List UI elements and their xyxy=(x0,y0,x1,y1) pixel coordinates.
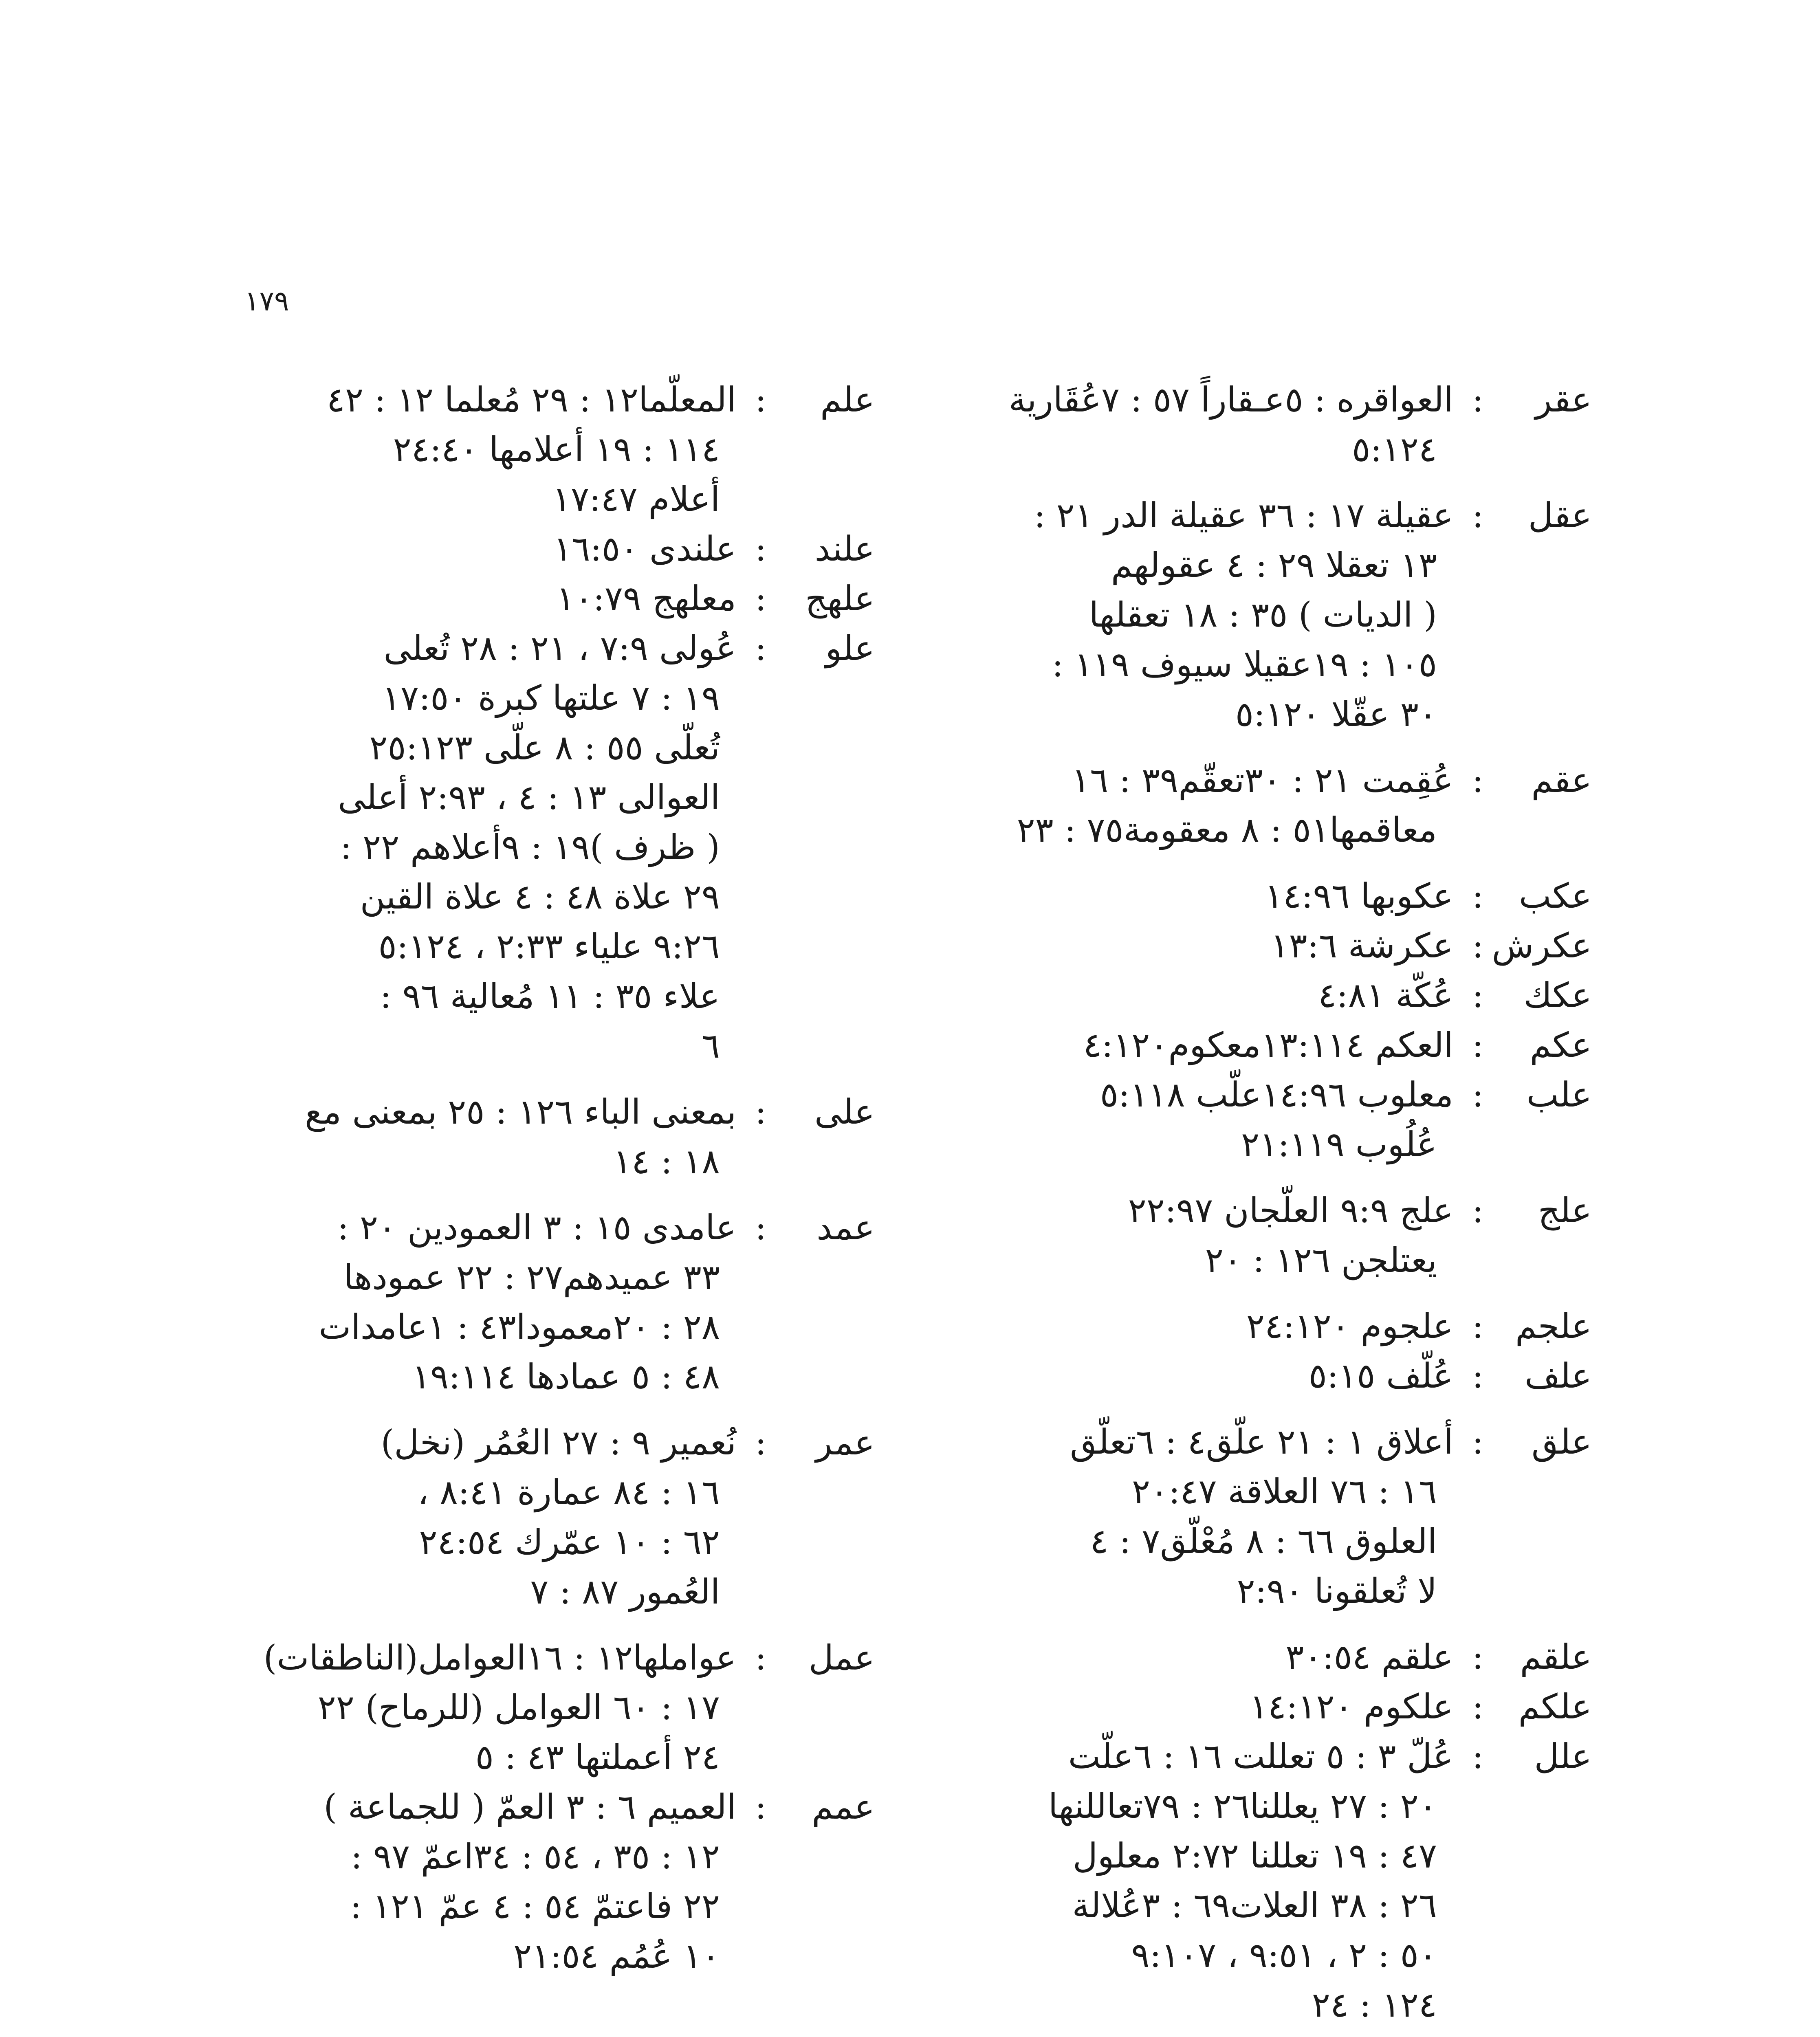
index-entry xyxy=(174,623,875,1071)
reference-line: عُكّة ٤:٨١ xyxy=(1318,975,1453,1015)
reference-line: لا تُعلقونا ٢:٩٠ xyxy=(1237,1571,1437,1611)
index-entry xyxy=(891,1731,1592,2030)
index-entry xyxy=(891,1020,1592,1070)
reference-line: ٢٨ : ٢٠معمودا٤٣ : ١عامدات xyxy=(319,1307,720,1347)
reference-line: عكرشة ١٣:٦ xyxy=(1270,926,1453,966)
entry-separator: : xyxy=(1472,876,1484,916)
entry-separator: : xyxy=(755,380,767,420)
entry-references xyxy=(891,1632,1453,1682)
entry-separator: : xyxy=(1472,926,1484,966)
entry-references xyxy=(891,375,1453,474)
reference-line: أعلاق ١ : ٢١ علّق٤ : ٦تعلّق xyxy=(1070,1422,1453,1462)
reference-line: عُقِمت ٢١ : ٣٠تعقّم٣٩ : ١٦ xyxy=(1071,760,1453,800)
reference-line: ٣٠ عقّلا ٥:١٢٠ xyxy=(1235,694,1437,734)
reference-line: العلوق ٦٦ : ٨ مُعْلّق٧ : ٤ xyxy=(1090,1521,1437,1561)
reference-line: نُعمير ٩ : ٢٧ العُمُر (نخل) xyxy=(381,1423,736,1463)
reference-line: ( الديات ) ٣٥ : ١٨ تعقلها xyxy=(1089,595,1437,635)
reference-line: العواقره : ٥عـقاراً ٥٧ : ٧عُقَارية xyxy=(1008,380,1453,420)
reference-line: علندى ١٦:٥٠ xyxy=(553,529,736,569)
index-entry xyxy=(891,1632,1592,1682)
reference-line: عكوبها ١٤:٩٦ xyxy=(1264,876,1453,916)
reference-line: عُلّ ٣ : ٥ تعللت ١٦ : ٦علّت xyxy=(1068,1736,1453,1776)
entry-references xyxy=(891,755,1453,855)
entry-references xyxy=(174,623,736,1071)
entry-separator: : xyxy=(755,1423,767,1463)
entry-separator: : xyxy=(1472,495,1484,535)
reference-line: ٦ xyxy=(701,1026,720,1066)
entry-root: علهج xyxy=(805,579,875,618)
reference-line: ٦٢ : ١٠ عمّرك ٢٤:٥٤ xyxy=(419,1522,720,1562)
entry-references xyxy=(174,1087,736,1186)
index-entry xyxy=(891,1070,1592,1169)
entry-separator: : xyxy=(755,579,767,618)
entry-references xyxy=(174,524,736,574)
reference-line: ( ظرف )١٩ : ٩أعلاهم ٢٢ : xyxy=(340,827,720,867)
entry-references xyxy=(174,1203,736,1401)
reference-line: ٤٧ : ١٩ تعللنا ٢:٧٢ معلول xyxy=(1072,1836,1437,1876)
entry-references xyxy=(174,1782,736,1981)
entry-references xyxy=(891,871,1453,921)
index-column-right xyxy=(891,375,1592,2030)
entry-root: عمد xyxy=(816,1208,875,1247)
reference-line: عُولى ٧:٩ ، ٢١ : ٢٨ تُعلى xyxy=(383,628,736,668)
reference-line: ٢٦ : ٣٨ العلات٦٩ : ٣عُلالة xyxy=(1072,1885,1437,1925)
reference-line: ١٧ : ٦٠ العوامل (للرماح) ٢٢ xyxy=(317,1687,720,1727)
reference-line: ١٢٤ : ٢٤ xyxy=(1312,1985,1437,2025)
reference-line: ١١٤ : ١٩ أعلامها ٢٤:٤٠ xyxy=(393,429,720,469)
reference-line: ٥٠ : ٢ ، ٩:٥١ ، ٩:١٠٧ xyxy=(1131,1935,1437,1975)
reference-line: تُعلّى ٥٥ : ٨ علّى ٢٥:١٢٣ xyxy=(369,728,720,768)
reference-line: ١٣ تعقلا ٢٩ : ٤ عقولهم xyxy=(1111,545,1437,585)
index-column-left xyxy=(174,375,875,1981)
reference-line: عقيلة ١٧ : ٣٦ عقيلة الدر ٢١ : xyxy=(1034,495,1453,535)
reference-line: العكم ١٣:١١٤معكوم٤:١٢٠ xyxy=(1083,1025,1453,1065)
reference-line: ١٠٥ : ١٩عقيلا سيوف ١١٩ : xyxy=(1052,645,1437,684)
entry-separator: : xyxy=(755,1787,767,1827)
entry-root: عقل xyxy=(1528,495,1592,535)
reference-line: ٤٨ : ٥ عمادها ١٩:١١٤ xyxy=(412,1357,720,1397)
entry-references xyxy=(174,574,736,623)
reference-line: المعلّما١٢ : ٢٩ مُعلما ١٢ : ٤٢ xyxy=(326,380,736,420)
entry-root: علو xyxy=(825,628,875,668)
reference-line: العميم ٦ : ٣ العمّ ( للجماعة ) xyxy=(324,1787,736,1827)
index-entry xyxy=(174,1782,875,1981)
reference-line: يعتلجن ١٢٦ : ٢٠ xyxy=(1205,1240,1437,1280)
reference-line: ١٢ : ٣٥ ، ٥٤ : ٣٤اعمّ ٩٧ : xyxy=(350,1837,720,1876)
index-entry xyxy=(174,524,875,574)
entry-root: علقم xyxy=(1520,1637,1592,1677)
index-entry xyxy=(891,375,1592,474)
entry-root: عمر xyxy=(815,1423,875,1463)
entry-separator: : xyxy=(1472,1075,1484,1115)
index-entry xyxy=(174,375,875,524)
entry-references xyxy=(174,375,736,524)
entry-separator: : xyxy=(1472,1736,1484,1776)
index-entry xyxy=(174,1418,875,1617)
entry-separator: : xyxy=(1472,1687,1484,1727)
reference-line: العُمور ٨٧ : ٧ xyxy=(530,1572,720,1612)
entry-references xyxy=(174,1418,736,1617)
index-entry xyxy=(891,755,1592,855)
entry-root: عمم xyxy=(812,1787,875,1827)
index-entry xyxy=(891,1186,1592,1285)
index-entry xyxy=(891,491,1592,739)
reference-line: علج ٩:٩ العلّجان ٢٢:٩٧ xyxy=(1128,1190,1453,1230)
reference-line: علكوم ١٤:١٢٠ xyxy=(1249,1687,1453,1727)
reference-line: ٢٢ فاعتمّ ٥٤ : ٤ عمّ ١٢١ : xyxy=(350,1886,720,1926)
entry-root: عكب xyxy=(1519,876,1592,916)
index-entry xyxy=(891,921,1592,970)
entry-separator: : xyxy=(1472,1190,1484,1230)
index-entry xyxy=(891,871,1592,921)
entry-references xyxy=(891,1186,1453,1285)
reference-line: ٢٠ : ٢٧ يعللنا٢٦ : ٧٩تعاللنها xyxy=(1048,1786,1437,1826)
entry-references xyxy=(891,1682,1453,1731)
reference-line: ١٩ : ٧ علتها كبرة ١٧:٥٠ xyxy=(382,678,720,718)
entry-separator: : xyxy=(1472,1422,1484,1462)
entry-separator: : xyxy=(1472,760,1484,800)
index-entry xyxy=(891,1682,1592,1731)
reference-line: عُلُوب ٢١:١١٩ xyxy=(1241,1124,1437,1164)
reference-line: ٩:٢٦ علياء ٢:٣٣ ، ٥:١٢٤ xyxy=(378,926,720,966)
reference-line: معاقمها٥١ : ٨ معقومة٧٥ : ٢٣ xyxy=(1017,810,1437,850)
reference-line: ١٦ : ٧٦ العلاقة ٢٠:٤٧ xyxy=(1131,1472,1437,1511)
reference-line: ١٦ : ٨٤ عمارة ٨:٤١ ، xyxy=(418,1472,720,1512)
entry-root: عقم xyxy=(1531,760,1592,800)
entry-root: علل xyxy=(1534,1736,1592,1776)
reference-line: معلوب ١٤:٩٦علّب ٥:١١٨ xyxy=(1100,1075,1453,1115)
entry-separator: : xyxy=(1472,1356,1484,1396)
index-entry xyxy=(174,1087,875,1186)
reference-line: ١٠ عُمُم ٢١:٥٤ xyxy=(513,1936,720,1976)
index-entry xyxy=(891,1301,1592,1351)
reference-line: ٥:١٢٤ xyxy=(1352,429,1437,469)
reference-line: علاء ٣٥ : ١١ مُعالية ٩٦ : xyxy=(380,976,720,1016)
entry-separator: : xyxy=(755,1092,767,1132)
entry-root: عكم xyxy=(1530,1025,1592,1065)
reference-line: علقم ٣٠:٥٤ xyxy=(1285,1637,1453,1677)
entry-root: علجم xyxy=(1515,1306,1592,1346)
entry-separator: : xyxy=(755,628,767,668)
reference-line: ٢٩ علاة ٤٨ : ٤ علاة القين xyxy=(360,877,720,917)
entry-root: على xyxy=(814,1092,875,1132)
entry-separator: : xyxy=(1472,1306,1484,1346)
entry-references xyxy=(891,921,1453,970)
entry-references xyxy=(891,1731,1453,2030)
entry-references xyxy=(891,1070,1453,1169)
index-entry xyxy=(174,1203,875,1401)
entry-references xyxy=(891,1301,1453,1351)
reference-line: بمعنى الباء ١٢٦ : ٢٥ بمعنى مع xyxy=(305,1092,736,1132)
entry-references xyxy=(891,970,1453,1020)
entry-root: علب xyxy=(1526,1075,1592,1115)
entry-separator: : xyxy=(755,1208,767,1247)
entry-root: عمل xyxy=(808,1638,875,1678)
reference-line: العوالى ١٣ : ٤ ، ٢:٩٣ أعلى xyxy=(338,777,720,817)
entry-separator: : xyxy=(1472,1025,1484,1065)
reference-line: أعلام ١٧:٤٧ xyxy=(552,479,720,519)
entry-separator: : xyxy=(755,529,767,569)
index-entry xyxy=(891,970,1592,1020)
index-entry xyxy=(174,574,875,623)
entry-root: علم xyxy=(820,380,875,420)
entry-root: عقر xyxy=(1535,380,1592,420)
index-entry xyxy=(174,1633,875,1782)
entry-root: عكرش xyxy=(1492,926,1592,966)
entry-root: عكك xyxy=(1523,975,1592,1015)
reference-line: ١٨ : ١٤ xyxy=(613,1142,720,1181)
entry-separator: : xyxy=(1472,380,1484,420)
reference-line: ٣٣ عميدهم٢٧ : ٢٢ عمودها xyxy=(343,1257,720,1297)
entry-references xyxy=(891,1417,1453,1616)
reference-line: ٢٤ أعملتها ٤٣ : ٥ xyxy=(475,1737,720,1777)
reference-line: عامدى ١٥ : ٣ العمودين ٢٠ : xyxy=(337,1208,736,1247)
entry-separator: : xyxy=(755,1638,767,1678)
reference-line: عُلّف ٥:١٥ xyxy=(1308,1356,1453,1396)
reference-line: علجوم ٢٤:١٢٠ xyxy=(1246,1306,1453,1346)
entry-separator: : xyxy=(1472,975,1484,1015)
index-entry xyxy=(891,1417,1592,1616)
index-entry xyxy=(891,1351,1592,1401)
entry-references xyxy=(891,1020,1453,1070)
page-number: ١٧٩ xyxy=(244,285,289,317)
entry-root: علج xyxy=(1538,1190,1592,1230)
entry-root: علكم xyxy=(1518,1687,1592,1727)
entry-references xyxy=(174,1633,736,1782)
entry-root: علق xyxy=(1532,1422,1592,1462)
entry-references xyxy=(891,491,1453,739)
entry-separator: : xyxy=(1472,1637,1484,1677)
entry-root: علند xyxy=(814,529,875,569)
reference-line: معلهج ١٠:٧٩ xyxy=(556,579,736,618)
entry-references xyxy=(891,1351,1453,1401)
entry-root: علف xyxy=(1525,1356,1592,1396)
reference-line: عواملها١٢ : ١٦العوامل(الناطقات) xyxy=(263,1638,736,1678)
